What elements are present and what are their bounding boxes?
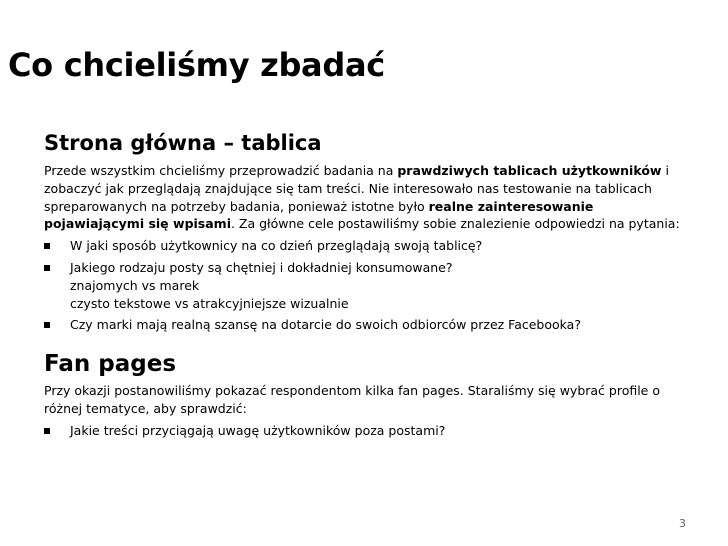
para-bold-2: realne zainteresowanie pojawiającymi się wpisami — [44, 198, 594, 232]
list-item — [44, 422, 692, 440]
square-bullet-icon — [44, 265, 50, 271]
para-text-3: . Za główne cele postawiliśmy sobie znalezienie odpowiedzi na pytania: — [230, 216, 680, 232]
section-fan-pages-paragraph: Przy okazji postanowiliśmy pokazać respondentom kilka fan pages. Staraliśmy się wybrać profile o różnej tematyce, aby sprawdzić: — [44, 383, 660, 416]
square-bullet-icon — [44, 428, 50, 434]
section-heading-wall: Strona główna – tablica — [44, 131, 322, 155]
list-item-text: Czy marki mają realną szansę na dotarcie do swoich odbiorców przez Facebooka? — [70, 317, 581, 333]
list-item — [44, 259, 692, 312]
list-item-text: Jakiego rodzaju posty są chętniej i dokładniej konsumowane? — [70, 259, 453, 275]
list-item — [44, 237, 692, 255]
list-item-subline: czysto tekstowe vs atrakcyjniejsze wizualnie — [70, 295, 349, 311]
slide-title: Co chcieliśmy zbadać — [8, 46, 385, 84]
para-text-2: i zobaczyć jak przeglądają znajdujące się tam treści. Nie interesowało nas testowanie na tablicach spreparowanych na potrzeby badania, ponieważ istotne było — [44, 163, 669, 214]
fan-pages-questions-list — [44, 422, 692, 440]
list-item-text: Jakie treści przyciągają uwagę użytkowników poza postami? — [70, 422, 446, 438]
para-text-1: Przede wszystkim chcieliśmy przeprowadzić badania na — [44, 163, 398, 178]
section-heading-fan-pages: Fan pages — [44, 351, 177, 377]
section-wall-paragraph — [44, 162, 692, 233]
list-item-subline: znajomych vs marek — [70, 277, 200, 293]
list-item — [44, 316, 692, 334]
wall-questions-list — [44, 237, 692, 334]
para-bold-1: prawdziwych tablicach użytkowników — [397, 163, 662, 178]
section-wall — [44, 130, 692, 334]
page-number: 3 — [679, 517, 686, 530]
square-bullet-icon — [44, 322, 50, 328]
square-bullet-icon — [44, 243, 50, 249]
section-fan-pages — [44, 350, 692, 439]
list-item-text: W jaki sposób użytkownicy na co dzień przeglądają swoją tablicę? — [70, 238, 483, 254]
